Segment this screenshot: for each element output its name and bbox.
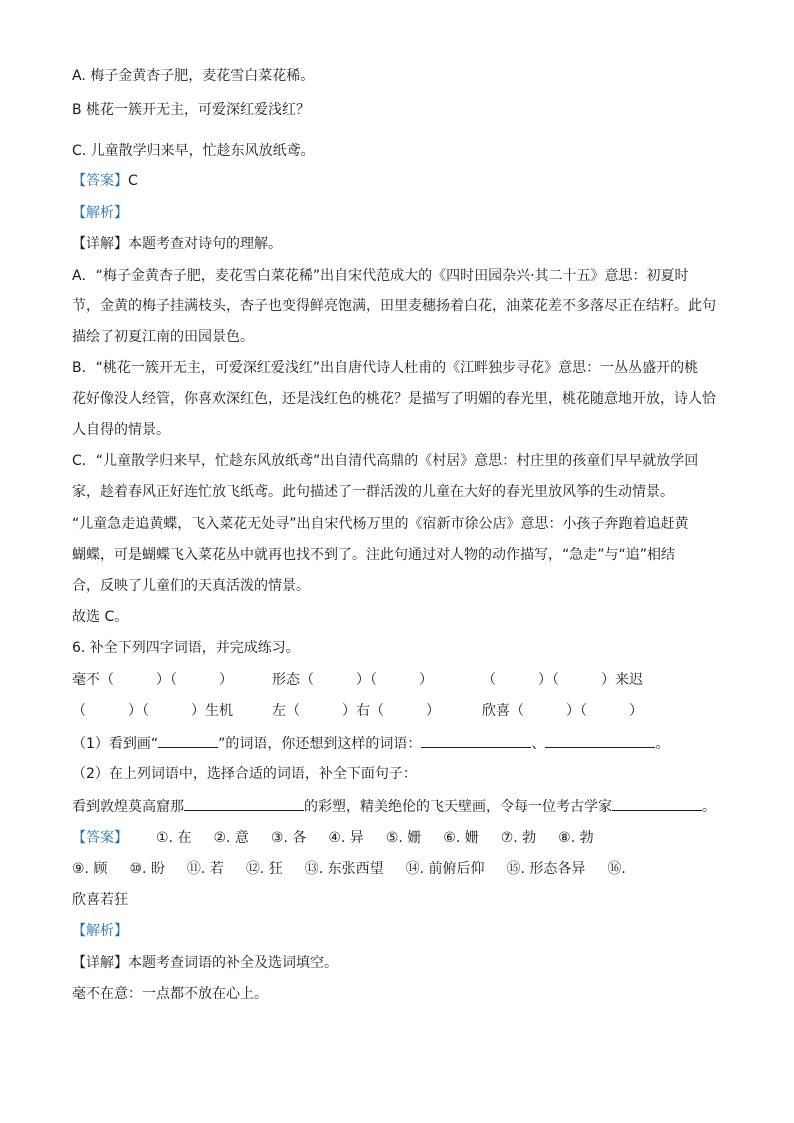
answer-1	[72, 171, 138, 191]
word-blank-1: 毫不（ ）（ ）	[72, 672, 233, 688]
answer-item: ④. 异	[328, 830, 364, 846]
analysis-2-tag: 【解析】	[72, 923, 128, 939]
answer-item: ①. 在	[156, 830, 192, 846]
analysis-extra-line1: “儿童急走追黄蝶，飞入菜花无处寻”出自宋代杨万里的《宿新市徐公店》意思：小孩子奔跑着追赶黄	[72, 516, 689, 532]
sub2-blank-2	[612, 796, 702, 811]
word-blank-2: 形态（ ）（ ）	[272, 672, 433, 688]
answer-item: ②. 意	[213, 830, 249, 846]
sub-question-2: （2）在上列词语中，选择合适的词语，补全下面句子：	[72, 766, 417, 782]
question-6-title: 6. 补全下列四字词语，并完成练习。	[72, 640, 300, 656]
word-blank-6: 欣喜（ ）（ ）	[482, 703, 643, 719]
answer-item: ⑪. 若	[186, 861, 224, 877]
answer-item: ⑨. 顾	[72, 861, 108, 877]
analysis-extra-line3: 合，反映了儿童们的天真活泼的情景。	[72, 578, 310, 594]
detail-2-tag: 【详解】	[72, 955, 128, 971]
answer-value: C	[128, 173, 138, 189]
answer-item: ⑫. 狂	[245, 861, 283, 877]
analysis-b-line2: 花好像没人经管，你喜欢深红色，还是浅红色的桃花？是描写了明媚的春光里，桃花随意地开放，诗人恰	[72, 391, 716, 407]
sub1-middle: ”的词语，你还想到这样的词语：	[218, 736, 422, 752]
analysis-1-tag: 【解析】	[72, 205, 128, 221]
analysis-a-line3: 描绘了初夏江南的田园景色。	[72, 329, 254, 345]
answer-item: ⑮. 形态各异	[506, 861, 586, 877]
answer-2-tail: 欣喜若狂	[72, 892, 128, 908]
detail-tag: 【详解】	[72, 236, 128, 252]
word-blank-5: 左（ ）右（ ）	[272, 703, 440, 719]
analysis-a-line1: A．“梅子金黄杏子肥，麦花雪白菜花稀”出自宋代范成大的《四时田园杂兴·其二十五》意思：初夏时	[72, 268, 689, 284]
sub1-sep: 、	[531, 736, 546, 752]
conclusion: 故选 C。	[72, 609, 129, 625]
answer-item: ⑬. 东张西望	[304, 861, 384, 877]
sub2-blank-1	[184, 796, 304, 811]
answer-item: ③. 各	[270, 830, 307, 846]
answer-2-row1	[72, 828, 616, 848]
option-b: B 桃花一簇开无主，可爱深红爱浅红？	[72, 102, 311, 118]
analysis-c-line2: 家，趁着春风正好连忙放飞纸鸢。此句描述了一群活泼的儿童在大好的春光里放风筝的生动情景。	[72, 484, 674, 500]
sub2-prefix: 看到敦煌莫高窟那	[72, 799, 184, 815]
word-blank-4: （ ）（ ）生机	[72, 703, 233, 719]
word-row-1	[72, 670, 643, 690]
option-c: C. 儿童散学归来早，忙趁东风放纸鸢。	[72, 143, 315, 159]
sub2-end: 。	[702, 799, 716, 815]
sub1-end: 。	[655, 736, 670, 752]
sub1-blank-2	[421, 733, 531, 748]
answer-item: ⑧. 勃	[558, 830, 594, 846]
sub-question-1	[72, 733, 669, 754]
answer-item: ⑯.	[607, 861, 626, 877]
answer-item: ⑩. 盼	[129, 861, 165, 877]
analysis-c-line1: C．“儿童散学归来早，忙趁东风放纸鸢”出自清代高鼎的《村居》意思：村庄里的孩童们早早就放学回	[72, 453, 699, 469]
analysis-b-line1: B．“桃花一簇开无主，可爱深红爱浅红”出自唐代诗人杜甫的《江畔独步寻花》意思：一丛丛盛开的桃	[72, 360, 699, 376]
analysis-2-last: 毫不在意：一点都不放在心上。	[72, 986, 268, 1002]
answer-tag: 【答案】	[72, 173, 128, 189]
detail-2	[72, 953, 338, 973]
answer-2-row2	[72, 859, 648, 879]
sub2-middle: 的彩塑，精美绝伦的飞天壁画，令每一位考古学家	[304, 799, 612, 815]
detail-text: 本题考查对诗句的理解。	[128, 236, 282, 252]
sub-question-2-sentence	[72, 796, 716, 817]
detail-2-text: 本题考查词语的补全及选词填空。	[128, 955, 338, 971]
analysis-extra-line2: 蝴蝶，可是蝴蝶飞入菜花丛中就再也找不到了。注此句通过对人物的动作描写，“急走”与“追”相结	[72, 547, 676, 563]
answer-item: ⑥. 姗	[443, 830, 479, 846]
answer-item: ⑭. 前俯后仰	[405, 861, 485, 877]
answer-2-tag: 【答案】	[72, 830, 128, 846]
answer-item: ⑦. 勃	[500, 830, 537, 846]
sub1-blank-3	[545, 733, 655, 748]
sub1-prefix: （1）看到画“	[72, 736, 159, 752]
word-row-2	[72, 701, 643, 721]
option-a: A. 梅子金黄杏子肥，麦花雪白菜花稀。	[72, 68, 315, 84]
detail-1	[72, 234, 282, 254]
word-blank-3: （ ）（ ）来迟	[482, 672, 643, 688]
sub1-blank-1	[158, 733, 218, 748]
analysis-b-line3: 人自得的情景。	[72, 422, 170, 438]
answer-item: ⑤. 姗	[385, 830, 422, 846]
analysis-a-line2: 节，金黄的梅子挂满枝头，杏子也变得鲜亮饱满，田里麦穗扬着白花，油菜花差不多落尽正在结籽。此句	[72, 298, 716, 314]
